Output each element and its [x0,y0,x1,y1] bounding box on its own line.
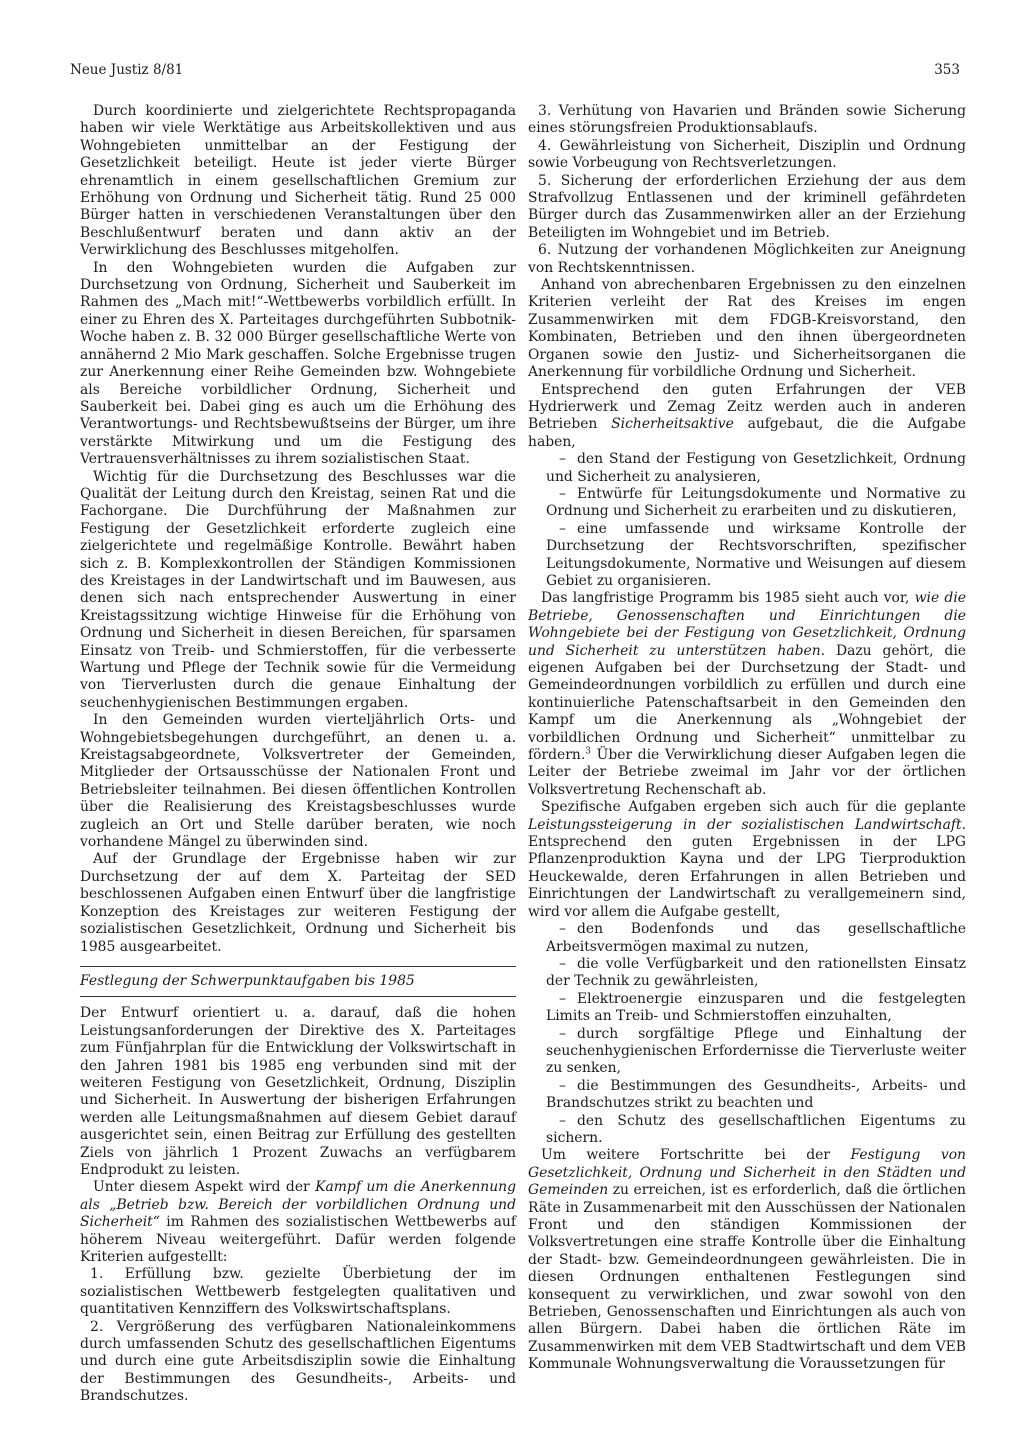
text-run: Über die Verwirklichung dieser Aufgaben legen die Leiter der Betriebe zweimal im Jahr vor der örtlichen Volksvertretung Rechenschaft ab. [528,747,966,798]
dash-text: die volle Verfügbarkeit und den rationellsten Einsatz der Technik zu gewährleisten, [546,955,966,990]
dash-item: – eine umfassende und wirksame Kontrolle der Durchsetzung der Rechtsvorschriften, spezifischer Leitungsdokumente, Normative und Weisungen auf diesem Gebiet zu organisieren. [546,520,966,589]
criterion-item: 3. Verhütung von Havarien und Bränden sowie Sicherung eines störungsfreien Produktionsablaufs. [528,103,966,137]
paragraph: Durch koordinierte und zielgerichtete Rechtspropaganda haben wir viele Werktätige aus Arbeitskollektiven und aus Wohngebieten unmittelbar an der Festigung der Gesetzlichkeit beteiligt. Heute ist jeder vierte Bürger ehrenamtlich in einem gesellschaftlichen Gremium zur Erhöhung von Ordnung und Sicherheit tätig. Rund 25 000 Bürger hatten in verschiedenen Veranstaltungen über den Beschlußentwurf beraten und dann aktiv an der Verwirklichung des Beschlusses mitgeholfen. [80,103,516,259]
criterion-item: 2. Vergrößerung des verfügbaren Nationaleinkommens durch umfassenden Schutz des gesellschaftlichen Eigentums und durch eine gute Arbeitsdisziplin sowie die Einhaltung der Bestimmungen des Gesundheits-, Arbeits- und Brandschutzes. [80,1318,516,1405]
right-column [528,103,966,1374]
paragraph: In den Wohngebieten wurden die Aufgaben zur Durchsetzung von Ordnung, Sicherheit und Sauberkeit im Rahmen des „Mach mit!“-Wettbewerbs vorbildlich erfüllt. In einer zu Ehren des X. Parteitages durchgeführten Subbotnik-Woche haben z. B. 32 000 Bürger gesellschaftliche Werte von annähernd 2 Mio Mark geschaffen. Solche Ergebnisse trugen zur Anerkennung einer Reihe Gemeinden bzw. Wohngebiete als Bereiche vorbildlicher Ordnung, Sicherheit und Sauberkeit bei. Dabei ging es auch um die Erhöhung des Verantwortungs- und Rechtsbewußtseins der Bürger, um ihre verstärkte Mitwirkung und um die Festigung des Vertrauensverhältnisses zu ihrem sozialistischen Staat. [80,259,516,468]
dash-text: den Stand der Festigung von Gesetzlichkeit, Ordnung und Sicherheit zu analysieren, [546,451,966,485]
text-run: Entsprechend den guten Erfahrungen der VEB Hydrierwerk und Zemag Zeitz werden auch in anderen Betrieben [528,381,966,433]
dash-text: den Schutz des gesellschaftlichen Eigentums zu sichern. [546,1112,966,1146]
emphasis: Leistungssteigerung in der sozialistischen Landwirtschaft. [528,816,966,833]
page-number: 353 [934,62,960,78]
paragraph: Der Entwurf orientiert u. a. darauf, daß die hohen Leistungsanforderungen der Direktive des X. Parteitages zum Fünfjahrplan für die Entwicklung der Volkswirtschaft in den Jahren 1981 bis 1985 eng verbunden sind mit der weiteren Festigung von Gesetzlichkeit, Ordnung, Disziplin und Sicherheit. In Auswertung der bisherigen Erfahrungen werden alle Leitungsmaßnahmen auf diesem Gebiet darauf ausgerichtet sein, einen Beitrag zur Erfüllung des gestellten Ziels von jährlich 1 Prozent Zuwachs an verfügbarem Endprodukt zu leisten. [80,1005,516,1178]
paragraph [528,1147,966,1373]
dash-item: – die Bestimmungen des Gesundheits-, Arbeits- und Brandschutzes strikt zu beachten und [546,1077,966,1112]
paragraph: In den Gemeinden wurden vierteljährlich Orts- und Wohngebietsbegehungen durchgeführt, an denen u. a. Kreistagsabgeordnete, Volksvertreter der Gemeinden, Mitglieder der Ortsausschüsse der Nationalen Front und Betriebsleiter teilnahmen. Bei diesen öffentlichen Kontrollen über die Realisierung des Kreistagsbeschlusses wurde zugleich an Ort und Stelle darüber beraten, wie noch vorhandene Mängel zu überwinden sind. [80,712,516,851]
criterion-item: 1. Erfüllung bzw. gezielte Überbietung der im sozialistischen Wettbewerb festgelegten qualitativen und quantitativen Kennziffern des Volkswirtschaftsplans. [80,1266,516,1318]
dash-text: Entwürfe für Leitungsdokumente und Normative zu Ordnung und Sicherheit zu erarbeiten und zu diskutieren, [546,485,966,520]
criterion-item: 6. Nutzung der vorhandenen Möglichkeiten zur Aneignung von Rechtskenntnissen. [528,242,966,276]
text-run: Spezifische Aufgaben ergeben sich auch für die geplante [541,799,966,816]
text-run: Um weitere Fortschritte bei der [541,1147,851,1164]
left-column [80,103,516,1406]
dash-text: durch sorgfältige Pflege und Einhaltung der seuchenhygienischen Erfordernisse die Tierverluste weiter zu senken, [546,1025,966,1077]
dash-item: – Entwürfe für Leitungsdokumente und Normative zu Ordnung und Sicherheit zu erarbeiten und zu diskutieren, [546,485,966,520]
dash-text: die Bestimmungen des Gesundheits-, Arbeits- und Brandschutzes strikt zu beachten und [546,1077,966,1112]
text-run: Das langfristige Programm bis 1985 sieht auch vor, [541,590,915,607]
dash-text: eine umfassende und wirksame Kontrolle der Durchsetzung der Rechtsvorschriften, spezifischer Leitungsdokumente, Normative und Weisungen auf diesem Gebiet zu organisieren. [546,520,966,589]
paragraph [528,382,966,452]
dash-item: – den Schutz des gesellschaftlichen Eigentums zu sichern. [546,1112,966,1146]
dash-text: den Bodenfonds und das gesellschaftliche Arbeitsvermögen maximal zu nutzen, [546,921,966,955]
emphasis: Festigung von Gesetzlichkeit, Ordnung und Sicherheit in den Städten und Gemeinden [528,1147,967,1199]
page-header [70,62,960,82]
footnote-ref: 3 [585,746,591,757]
text-run: Unter diesem Aspekt wird der [93,1179,316,1196]
text-run: zu erreichen, ist es erforderlich, daß die örtlichen Räte in Zusammenarbeit mit den Ausschüssen der Nationalen Front und den ständigen Kommissionen der Volksvertretungen eine straffe Kontrolle über die Einhaltung der Stadt- bzw. Gemeindeordnungeen gewährleisten. Die in diesen Ordnungen enthaltenen Festlegungen sind konsequent zu verwirklichen, und zwar sowohl von den Betrieben, Genossenschaften und Einrichtungen als auch von allen Bürgern. Dabei haben die örtlichen Räte im Zusammenwirken mit dem VEB Stadtwirtschaft und dem VEB Kommunale Wohnungsverwaltung die Voraussetzungen für [528,1182,966,1373]
text-run: Entsprechend den guten Ergebnissen in der LPG Pflanzenproduktion Kayna und der LPG Tierproduktion Heuckewalde, deren Erfahrungen in allen Betrieben und Einrichtungen der Landwirtschaft zu verallgemeinern sind, wird vor allem die Aufgabe gestellt, [528,834,966,920]
paragraph [80,1179,516,1266]
dash-text: Elektroenergie einzusparen und die festgelegten Limits an Treib- und Schmierstoffen einzuhalten, [546,990,966,1025]
dash-item: – den Bodenfonds und das gesellschaftliche Arbeitsvermögen maximal zu nutzen, [546,921,966,955]
paragraph [528,799,966,921]
paragraph: Anhand von abrechenbaren Ergebnissen zu den einzelnen Kriterien verleiht der Rat des Kreises im engen Zusammenwirken mit dem FDGB-Kreisvorstand, den Kombinaten, Betrieben und den ihnen übergeordneten Organen sowie den Justiz- und Sicherheitsorganen die Anerkennung für vorbildliche Ordnung und Sicherheit. [528,277,966,381]
paragraph: Auf der Grundlage der Ergebnisse haben wir zur Durchsetzung der auf dem X. Parteitag der SED beschlossenen Aufgaben einen Entwurf über die langfristige Konzeption des Kreistages zur weiteren Festigung der sozialistischen Gesetzlichkeit, Ordnung und Sicherheit bis 1985 ausgearbeitet. [80,851,516,955]
journal-issue: Neue Justiz 8/81 [70,62,184,78]
text-run: im Rahmen des sozialistischen Wettbewerbs auf höherem Niveau weitergeführt. Dafür werden folgende Kriterien aufgestellt: [80,1214,516,1265]
text-run: Dazu gehört, die eigenen Aufgaben bei der Durchsetzung der Stadt- und Gemeindeordnungen vorbildlich zu erfüllen und durch eine kontinuierliche Patenschaftsarbeit in den Gemeinden den Kampf um die Anerkennung als „Wohngebiet der vorbildlichen Ordnung und Sicherheit“ unmittelbar zu fördern. [528,642,966,764]
text-run: aufgebaut, die die Aufgabe haben, [528,416,966,450]
dash-item: – den Stand der Festigung von Gesetzlichkeit, Ordnung und Sicherheit zu analysieren, [546,451,966,485]
dash-item: – durch sorgfältige Pflege und Einhaltung der seuchenhygienischen Erfordernisse die Tierverluste weiter zu senken, [546,1025,966,1077]
criterion-item: 4. Gewährleistung von Sicherheit, Disziplin und Ordnung sowie Vorbeugung von Rechtsverletzungen. [528,137,966,172]
paragraph [528,590,966,799]
criterion-item: 5. Sicherung der erforderlichen Erziehung der aus dem Strafvollzug Entlassenen und der kriminell gefährdeten Bürger durch das Zusammenwirken aller an der Erziehung Beteiligten im Wohngebiet und im Betrieb. [528,172,966,241]
emphasis: Sicherheitsaktive [611,416,734,433]
emphasis: wie die Betriebe, Genossenschaften und Einrichtungen die Wohngebiete bei der Festigung von Gesetzlichkeit, Ordnung und Sicherheit zu unterstützen haben. [528,590,966,659]
paragraph: Wichtig für die Durchsetzung des Beschlusses war die Qualität der Leitung durch den Kreistag, seinen Rat und die Fachorgane. Die Durchführung der Maßnahmen zur Festigung der Gesetzlichkeit erforderte zugleich eine zielgerichtete und regelmäßige Kontrolle. Bewährt haben sich z. B. Komplexkontrollen der Ständigen Kommissionen des Kreistages in der Landwirtschaft und im Bauwesen, aus denen sich nach entsprechender Auswertung in einer Kreistagssitzung wichtige Hinweise für die Erhöhung von Ordnung und Sicherheit in diesen Bereichen, für sparsamen Einsatz von Treib- und Schmierstoffen, für die verbesserte Wartung und Pflege der Technik sowie für die Vermeidung von Tierverlusten durch die genaue Einhaltung der seuchenhygienischen Bestimmungen ergaben. [80,468,516,711]
dash-item: – Elektroenergie einzusparen und die festgelegten Limits an Treib- und Schmierstoffen einzuhalten, [546,990,966,1025]
emphasis: Kampf um die Anerkennung als „Betrieb bzw. Bereich der vorbildlichen Ordnung und Sicherheit“ [80,1179,516,1231]
dash-item: – die volle Verfügbarkeit und den rationellsten Einsatz der Technik zu gewährleisten, [546,955,966,990]
section-heading: Festlegung der Schwerpunktaufgaben bis 1985 [80,966,516,997]
